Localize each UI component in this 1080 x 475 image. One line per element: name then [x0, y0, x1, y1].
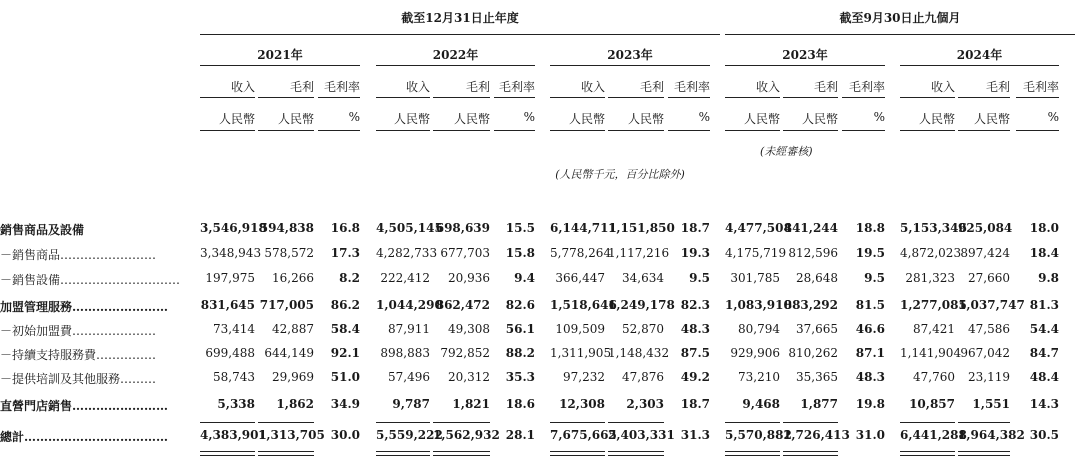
table-cell: 578,572 — [264, 246, 314, 260]
column-label: 毛利 — [985, 80, 1010, 94]
unit-rule — [900, 130, 955, 131]
table-cell: 698,639 — [435, 221, 490, 235]
table-cell: 1,821 — [452, 397, 490, 411]
table-cell: 1,249,178 — [608, 298, 675, 312]
table-cell: 15.5 — [505, 221, 535, 235]
column-label: 收入 — [405, 80, 430, 94]
total-double-rule — [258, 451, 314, 456]
row-label: －銷售商品…………………… — [0, 248, 157, 262]
unit-rule — [550, 130, 605, 131]
table-cell: 1,862 — [276, 397, 314, 411]
table-cell: 19.5 — [855, 246, 885, 260]
table-row — [0, 346, 1080, 368]
total-top-rule — [550, 422, 605, 423]
table-cell: 1,518,646 — [550, 298, 617, 312]
table-cell: 73,210 — [738, 370, 780, 384]
table-cell: 7,675,665 — [550, 428, 617, 442]
row-label: －初始加盟費………………… — [0, 324, 157, 338]
table-row — [0, 271, 1080, 293]
table-cell: 48.4 — [1029, 370, 1059, 384]
table-row — [0, 298, 1080, 320]
table-cell: 34,634 — [622, 271, 664, 285]
table-cell: 831,645 — [200, 298, 255, 312]
unit-rule — [494, 130, 535, 131]
total-top-rule — [200, 422, 255, 423]
group1-rule — [200, 34, 720, 35]
table-cell: 92.1 — [330, 346, 360, 360]
table-cell: 812,596 — [788, 246, 838, 260]
table-cell: 20,312 — [448, 370, 490, 384]
table-cell: 19.8 — [855, 397, 885, 411]
table-cell: 16,266 — [272, 271, 314, 285]
column-label: 毛利 — [465, 80, 490, 94]
row-label: －提供培訓及其他服務……… — [0, 372, 157, 386]
year-rule — [550, 65, 710, 66]
table-cell: 82.6 — [505, 298, 535, 312]
year-rule — [725, 65, 885, 66]
table-cell: 2,303 — [626, 397, 664, 411]
unit-label: % — [348, 110, 360, 124]
table-cell: 677,703 — [440, 246, 490, 260]
table-cell: 281,323 — [905, 271, 955, 285]
table-cell: 699,488 — [205, 346, 255, 360]
total-top-rule — [900, 422, 955, 423]
table-cell: 1,313,705 — [258, 428, 325, 442]
column-rule — [668, 97, 710, 98]
unit-rule — [668, 130, 710, 131]
column-label: 毛利率 — [323, 80, 360, 94]
table-cell: 898,883 — [380, 346, 430, 360]
unit-label: 人民幣 — [743, 112, 780, 126]
table-cell: 1,117,216 — [608, 246, 670, 260]
table-cell: 1,151,850 — [608, 221, 675, 235]
unit-rule — [258, 130, 314, 131]
unit-label: 人民幣 — [393, 112, 430, 126]
table-cell: 29,969 — [272, 370, 314, 384]
column-label: 收入 — [930, 80, 955, 94]
table-cell: 4,505,145 — [376, 221, 443, 235]
column-label: 收入 — [230, 80, 255, 94]
total-double-rule — [433, 451, 490, 456]
table-cell: 222,412 — [380, 271, 430, 285]
total-double-rule — [900, 451, 955, 456]
year-header: 2021年 — [257, 48, 303, 62]
table-cell: 54.4 — [1029, 322, 1059, 336]
table-cell: 862,472 — [435, 298, 490, 312]
table-cell: 717,005 — [259, 298, 314, 312]
year-header: 2023年 — [607, 48, 653, 62]
table-cell: 19.3 — [680, 246, 710, 260]
table-cell: 88.2 — [505, 346, 535, 360]
column-rule — [958, 97, 1010, 98]
column-rule — [318, 97, 360, 98]
table-cell: 37,665 — [796, 322, 838, 336]
table-cell: 5,559,222 — [376, 428, 443, 442]
total-double-rule — [200, 451, 255, 456]
column-label: 毛利率 — [1022, 80, 1059, 94]
unit-rule — [842, 130, 885, 131]
table-cell: 1,726,413 — [783, 428, 850, 442]
table-cell: 109,509 — [555, 322, 605, 336]
table-cell: 1,083,910 — [725, 298, 792, 312]
table-cell: 1,311,905 — [550, 346, 612, 360]
year-rule — [900, 65, 1059, 66]
table-cell: 967,042 — [960, 346, 1010, 360]
group2-rule — [725, 34, 1075, 35]
table-cell: 30.0 — [330, 428, 360, 442]
year-header: 2022年 — [432, 48, 479, 62]
table-cell: 28,648 — [796, 271, 838, 285]
table-cell: 8.2 — [339, 271, 360, 285]
table-cell: 12,308 — [559, 397, 605, 411]
table-cell: 841,244 — [783, 221, 838, 235]
table-cell: 883,292 — [783, 298, 838, 312]
total-double-rule — [725, 451, 780, 456]
fiscal-year-group-title: 截至12月31日止年度 — [401, 11, 519, 25]
table-cell: 97,232 — [563, 370, 605, 384]
table-cell: 52,870 — [622, 322, 664, 336]
unit-label: 人民幣 — [973, 112, 1010, 126]
row-label: 直營門店銷售…………………… — [0, 399, 169, 413]
table-cell: 58,743 — [213, 370, 255, 384]
row-label: －銷售設備………………………… — [0, 273, 181, 287]
column-rule — [608, 97, 664, 98]
table-cell: 35,365 — [796, 370, 838, 384]
total-double-rule — [783, 451, 838, 456]
table-cell: 18.6 — [505, 397, 535, 411]
table-cell: 1,277,085 — [900, 298, 967, 312]
unit-label: 人民幣 — [801, 112, 838, 126]
table-cell: 3,546,918 — [200, 221, 267, 235]
table-cell: 1,877 — [800, 397, 838, 411]
total-top-rule — [958, 422, 1010, 423]
table-cell: 49,308 — [448, 322, 490, 336]
table-row — [0, 397, 1080, 419]
column-rule — [842, 97, 885, 98]
table-cell: 9.5 — [689, 271, 710, 285]
table-cell: 31.3 — [680, 428, 710, 442]
table-cell: 5,338 — [217, 397, 255, 411]
table-cell: 792,852 — [440, 346, 490, 360]
table-row — [0, 370, 1080, 392]
table-cell: 80,794 — [738, 322, 780, 336]
table-cell: 49.2 — [680, 370, 710, 384]
total-top-rule — [433, 422, 490, 423]
table-cell: 1,141,904 — [900, 346, 962, 360]
row-label: 總計……………………………… — [0, 430, 169, 444]
table-cell: 87.5 — [680, 346, 710, 360]
column-label: 收入 — [580, 80, 605, 94]
table-cell: 644,149 — [264, 346, 314, 360]
unit-rule — [783, 130, 838, 131]
table-cell: 9.5 — [864, 271, 885, 285]
table-cell: 594,838 — [259, 221, 314, 235]
table-cell: 9,787 — [392, 397, 430, 411]
column-rule — [200, 97, 255, 98]
table-cell: 48.3 — [680, 322, 710, 336]
table-cell: 9,468 — [742, 397, 780, 411]
unit-label: 人民幣 — [218, 112, 255, 126]
column-rule — [258, 97, 314, 98]
table-cell: 58.4 — [330, 322, 360, 336]
table-cell: 10,857 — [909, 397, 955, 411]
unit-label: 人民幣 — [918, 112, 955, 126]
table-cell: 47,586 — [968, 322, 1010, 336]
table-cell: 28.1 — [505, 428, 535, 442]
table-cell: 48.3 — [855, 370, 885, 384]
table-cell: 1,964,382 — [958, 428, 1025, 442]
table-cell: 17.3 — [330, 246, 360, 260]
table-cell: 14.3 — [1029, 397, 1059, 411]
column-label: 毛利 — [289, 80, 314, 94]
table-cell: 15.8 — [505, 246, 535, 260]
unit-label: 人民幣 — [627, 112, 664, 126]
table-cell: 301,785 — [730, 271, 780, 285]
column-rule — [1016, 97, 1059, 98]
total-top-rule — [258, 422, 314, 423]
table-cell: 9.8 — [1038, 271, 1059, 285]
table-cell: 18.4 — [1029, 246, 1059, 260]
table-cell: 23,119 — [968, 370, 1010, 384]
total-top-rule — [725, 422, 780, 423]
column-rule — [783, 97, 838, 98]
table-cell: 3,348,943 — [200, 246, 262, 260]
table-cell: 18.0 — [1029, 221, 1059, 235]
unit-label: % — [1047, 110, 1059, 124]
table-cell: 87.1 — [855, 346, 885, 360]
table-cell: 87,421 — [913, 322, 955, 336]
unit-rule — [958, 130, 1010, 131]
unit-rule — [725, 130, 780, 131]
table-cell: 82.3 — [680, 298, 710, 312]
table-cell: 35.3 — [505, 370, 535, 384]
table-cell: 4,383,901 — [200, 428, 267, 442]
unit-note: (人民幣千元，百分比除外) — [555, 168, 685, 181]
year-rule — [200, 65, 360, 66]
table-cell: 1,044,290 — [376, 298, 443, 312]
table-cell: 366,447 — [555, 271, 605, 285]
table-row — [0, 221, 1080, 243]
column-label: 毛利率 — [498, 80, 535, 94]
unit-label: % — [698, 110, 710, 124]
table-cell: 31.0 — [855, 428, 885, 442]
row-label: 銷售商品及設備 — [0, 223, 85, 237]
table-cell: 18.8 — [855, 221, 885, 235]
total-double-rule — [608, 451, 664, 456]
table-row — [0, 428, 1080, 450]
total-double-rule — [958, 451, 1010, 456]
unit-label: % — [523, 110, 535, 124]
column-rule — [433, 97, 490, 98]
unit-rule — [200, 130, 255, 131]
unit-rule — [1016, 130, 1059, 131]
column-rule — [550, 97, 605, 98]
table-cell: 897,424 — [960, 246, 1010, 260]
table-cell: 925,084 — [958, 221, 1013, 235]
table-cell: 57,496 — [388, 370, 430, 384]
total-top-rule — [783, 422, 838, 423]
table-cell: 47,876 — [622, 370, 664, 384]
table-cell: 30.5 — [1029, 428, 1059, 442]
row-label: －持續支持服務費…………… — [0, 348, 157, 362]
unit-label: 人民幣 — [453, 112, 490, 126]
table-cell: 87,911 — [388, 322, 430, 336]
year-rule — [376, 65, 535, 66]
total-double-rule — [376, 451, 430, 456]
unaudited-note: (未經審核) — [760, 145, 813, 158]
table-cell: 20,936 — [448, 271, 490, 285]
table-row — [0, 322, 1080, 344]
unit-label: 人民幣 — [568, 112, 605, 126]
table-cell: 929,906 — [730, 346, 780, 360]
table-cell: 42,887 — [272, 322, 314, 336]
column-rule — [376, 97, 430, 98]
table-cell: 5,570,882 — [725, 428, 792, 442]
table-cell: 51.0 — [330, 370, 360, 384]
total-double-rule — [550, 451, 605, 456]
unit-label: % — [873, 110, 885, 124]
table-cell: 1,551 — [972, 397, 1010, 411]
nine-month-group-title: 截至9月30日止九個月 — [839, 11, 961, 25]
column-rule — [900, 97, 955, 98]
unit-rule — [376, 130, 430, 131]
column-rule — [725, 97, 780, 98]
table-cell: 4,477,504 — [725, 221, 792, 235]
table-cell: 56.1 — [505, 322, 535, 336]
table-cell: 5,778,264 — [550, 246, 612, 260]
unit-rule — [608, 130, 664, 131]
column-rule — [494, 97, 535, 98]
table-cell: 27,660 — [968, 271, 1010, 285]
row-label: 加盟管理服務…………………… — [0, 300, 169, 314]
year-header: 2023年 — [782, 48, 828, 62]
table-cell: 4,175,719 — [725, 246, 787, 260]
table-cell: 1,148,432 — [608, 346, 670, 360]
total-top-rule — [608, 422, 664, 423]
table-cell: 1,562,932 — [433, 428, 500, 442]
unit-rule — [318, 130, 360, 131]
column-label: 毛利 — [813, 80, 838, 94]
table-cell: 81.5 — [855, 298, 885, 312]
table-cell: 4,282,733 — [376, 246, 438, 260]
table-cell: 81.3 — [1029, 298, 1059, 312]
unit-label: 人民幣 — [277, 112, 314, 126]
unit-rule — [433, 130, 490, 131]
table-cell: 9.4 — [514, 271, 535, 285]
table-row — [0, 246, 1080, 268]
table-cell: 86.2 — [330, 298, 360, 312]
table-cell: 18.7 — [680, 221, 710, 235]
table-cell: 34.9 — [330, 397, 360, 411]
table-cell: 46.6 — [855, 322, 885, 336]
table-cell: 6,441,288 — [900, 428, 967, 442]
table-cell: 84.7 — [1029, 346, 1059, 360]
table-cell: 5,153,346 — [900, 221, 967, 235]
table-cell: 197,975 — [205, 271, 255, 285]
column-label: 收入 — [755, 80, 780, 94]
table-cell: 47,760 — [913, 370, 955, 384]
table-cell: 73,414 — [213, 322, 255, 336]
year-header: 2024年 — [956, 48, 1003, 62]
column-label: 毛利 — [639, 80, 664, 94]
table-cell: 16.8 — [330, 221, 360, 235]
table-cell: 810,262 — [788, 346, 838, 360]
column-label: 毛利率 — [673, 80, 710, 94]
table-cell: 6,144,711 — [550, 221, 617, 235]
column-label: 毛利率 — [848, 80, 885, 94]
table-cell: 4,872,023 — [900, 246, 962, 260]
table-cell: 18.7 — [680, 397, 710, 411]
total-top-rule — [376, 422, 430, 423]
table-cell: 1,037,747 — [958, 298, 1025, 312]
table-cell: 2,403,331 — [608, 428, 675, 442]
